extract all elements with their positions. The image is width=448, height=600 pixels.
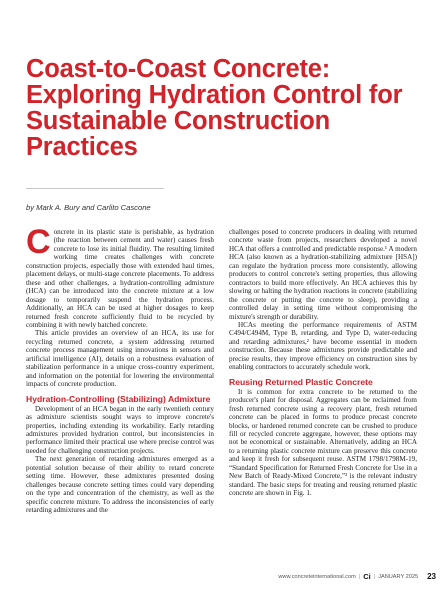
footer-issue: JANUARY 2025 <box>378 573 419 580</box>
drop-cap: C <box>26 223 51 261</box>
footer-separator: | <box>358 573 361 580</box>
paragraph: This article provides an overview of an HCA, its use for recycling returned concrete, a system addressing returned concrete process management using innovations in sensors and artificial intelligence (AI), details on a robustness evaluation of stabilization performance in a unique cross-country experiment, and information on the potential for lowering the environmental impacts of concrete production. <box>26 329 214 389</box>
right-column <box>229 228 417 498</box>
paragraph: HCAs meeting the performance requirements of ASTM C494/C494M, Type B, retarding, and Type D, water-reducing and retarding admixtures,² have become essential in modern construction. Because these admixtures provide predictable and precise results, they improve efficiency on construction sites by enabling contractors to accurately schedule work. <box>229 320 417 372</box>
left-column <box>26 223 214 515</box>
page-footer <box>278 572 436 581</box>
paragraph: It is common for extra concrete to be returned to the producer's plant for disposal. Aggregates can be reclaimed from fresh returned concrete using a recovery plant, fresh returned concrete can be placed in forms to produce precast concrete blocks, or hardened returned concrete can be crushed to produce fill or recycled concrete aggregate, however, these options may not be economical or sustainable. Alternatively, adding an HCA to a returning plastic concrete mixture can preserve this concrete and keep it fresh for subsequent reuse. ASTM 1798/1798M-19, “Standard Specification for Returned Fresh Concrete for Use in a New Batch of Ready-Mixed Concrete,”³ is the relevant industry standard. The basic steps for treating and reusing returned plastic concrete are shown in Fig. 1. <box>229 387 417 498</box>
footer-separator: | <box>373 573 376 580</box>
section-heading-reusing: Reusing Returned Plastic Concrete <box>229 376 373 387</box>
section-heading-hca: Hydration-Controlling (Stabilizing) Admixture <box>26 393 211 404</box>
ci-logo: Ci <box>363 572 371 581</box>
paragraph: The next generation of retarding admixtures emerged as a potential solution because of their ability to retard concrete setting time. However, these admixtures presented dosing challenges because concrete setting times could vary depending on the type and concentration of the chemistry, as well as the specific concrete mixture. To address the inconsistencies of early retarding admixtures and the <box>26 455 214 515</box>
paragraph: Development of an HCA began in the early twentieth century as admixture scientists sought ways to improve concrete's properties, including extending its workability. Early retarding admixtures provided hydration control, but inconsistencies in performance limited their practical use where precise control was needed for challenging construction projects. <box>26 404 214 455</box>
page-number: 23 <box>427 572 436 581</box>
intro-paragraph <box>26 223 214 329</box>
byline: by Mark A. Bury and Carlito Cascone <box>26 203 151 212</box>
title-divider <box>26 188 164 189</box>
intro-text: oncrete in its plastic state is perishable, as hydration (the reaction between cement and water) causes fresh concrete to lose its initial fluidity. The resulting limited working time creates challenges with concrete construction projects, especially those with extended haul times, placement delays, or multi-stage concrete placements. To address these and other challenges, a hydration-controlling admixture (HCA) can be introduced into the concrete mixture at a low dosage to temporarily suspend the hydration process. Additionally, an HCA can be used at higher dosages to keep returned fresh concrete sufficiently fluid to be recycled by combining it with newly batched concrete. <box>26 228 214 329</box>
article-title: Coast-to-Coast Concrete: Exploring Hydration Control for Sustainable Construction Practices <box>26 55 403 161</box>
footer-url: www.concreteinternational.com <box>278 573 356 580</box>
paragraph: challenges posed to concrete producers in dealing with returned concrete waste from projects, researchers developed a novel HCA that offers a controlled and predictable response.¹ A modern HCA (also known as a hydration-stabilizing admixture [HSA]) can regulate the hydration process more consistently, allowing producers to control concrete's setting properties, thus allowing contractors to build more effectively. An HCA achieves this by slowing or halting the hydration reactions in concrete (stabilizing the concrete or putting the concrete to sleep), providing a controlled delay in setting time without compromising the mixture's strength or durability. <box>229 228 417 321</box>
